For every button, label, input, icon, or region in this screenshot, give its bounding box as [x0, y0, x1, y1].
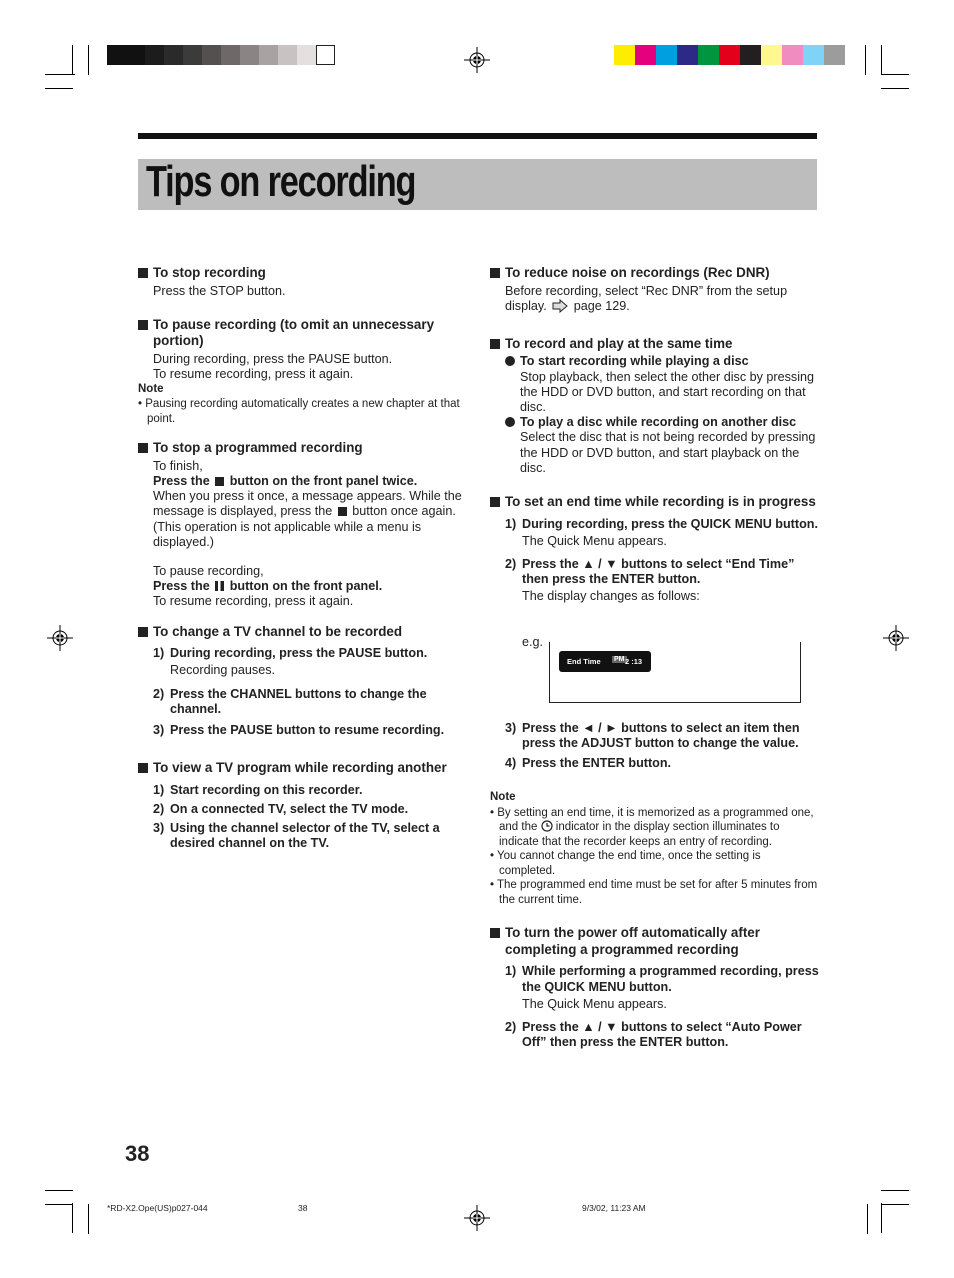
- numbered-step: 4) Press the ENTER button.: [505, 756, 672, 771]
- color-swatch: [782, 45, 803, 65]
- body-text: display. page 129.: [505, 298, 630, 313]
- color-swatch: [677, 45, 698, 65]
- note-heading: Note: [490, 790, 516, 803]
- numbered-step: 3) Using the channel selector of the TV, select a desired channel on the TV.: [153, 821, 440, 851]
- section-heading: To turn the power off automatically after completing a programmed recording: [490, 925, 820, 958]
- color-swatch: [278, 45, 297, 65]
- body-text: Before recording, select “Rec DNR” from the setup: [505, 283, 788, 298]
- left-column: [138, 265, 463, 851]
- body-text: When you press it once, a message appears. While the message is displayed, press the button once again.: [153, 489, 462, 519]
- numbered-step: 2) Press the CHANNEL buttons to change the channel.: [153, 686, 427, 716]
- color-swatch: [761, 45, 782, 65]
- page-number: 38: [125, 1141, 150, 1166]
- note-heading: Note: [138, 383, 164, 396]
- body-text: During recording, press the PAUSE button.: [153, 351, 393, 366]
- section-heading: To pause recording (to omit an unnecessary portion): [138, 317, 463, 350]
- instruction-text: Press the button on the front panel twice.: [153, 474, 418, 489]
- stop-button-icon: [215, 477, 224, 486]
- body-text: To resume recording, press it again.: [153, 366, 354, 381]
- note-item: • Pausing recording automatically creates a new chapter at that point.: [138, 398, 460, 425]
- color-swatch: [240, 45, 259, 65]
- numbered-step: 1) During recording, press the QUICK MENU button.: [505, 516, 818, 531]
- color-swatch: [297, 45, 316, 65]
- pause-button-icon: [215, 581, 224, 591]
- color-swatch: [698, 45, 719, 65]
- note-item: • The programmed end time must be set for after 5 minutes from the current time.: [490, 879, 818, 906]
- numbered-step: 1) During recording, press the PAUSE button.: [153, 646, 428, 661]
- section-heading: To set an end time while recording is in progress: [490, 494, 820, 511]
- color-swatch: [614, 45, 635, 65]
- color-swatch: [259, 45, 278, 65]
- color-swatch: [107, 45, 126, 65]
- color-swatch: [183, 45, 202, 65]
- square-bullet-icon: [138, 443, 148, 453]
- color-swatch: [824, 45, 845, 65]
- example-label: e.g.: [522, 635, 544, 649]
- round-bullet-icon: [505, 417, 515, 427]
- display-label: End Time: [567, 657, 601, 666]
- color-swatch: [803, 45, 824, 65]
- instruction-text: Press the button on the front panel.: [153, 579, 383, 594]
- numbered-step: 1) Start recording on this recorder.: [153, 782, 363, 797]
- body-text: To pause recording,: [153, 564, 264, 579]
- numbered-step: 1) While performing a programmed recording, press the QUICK MENU button.: [505, 964, 819, 994]
- numbered-step: 3) Press the ◄ / ► buttons to select an item then press the ADJUST button to change the value.: [505, 721, 800, 751]
- registration-mark-icon: [464, 47, 490, 73]
- color-swatch: [145, 45, 164, 65]
- note-item: • You cannot change the end time, once the setting is completed.: [490, 850, 761, 877]
- title-rule: [138, 133, 817, 139]
- square-bullet-icon: [490, 339, 500, 349]
- registration-mark-icon: [464, 1205, 490, 1231]
- section-heading: To stop recording: [138, 265, 463, 282]
- note-item: • By setting an end time, it is memorized as a programmed one, and the indicator in the display section illuminates to indicate that the recorder keeps an entry of recording.: [490, 806, 814, 848]
- registration-mark-icon: [47, 625, 73, 651]
- color-swatch: [656, 45, 677, 65]
- square-bullet-icon: [490, 268, 500, 278]
- footer-date: 9/3/02, 11:23 AM: [582, 1203, 646, 1213]
- display-time: 2 :13: [625, 657, 643, 666]
- round-bullet-icon: [505, 356, 515, 366]
- square-bullet-icon: [490, 497, 500, 507]
- sub-heading: To play a disc while recording on another disc: [490, 415, 820, 430]
- end-time-display: [559, 651, 651, 672]
- square-bullet-icon: [490, 928, 500, 938]
- stop-button-icon: [338, 507, 347, 516]
- numbered-step: 2) Press the ▲ / ▼ buttons to select “End Time” then press the ENTER button.: [505, 556, 795, 587]
- body-text: To resume recording, press it again.: [153, 594, 354, 609]
- display-pm: PM: [614, 656, 625, 663]
- sub-heading: To start recording while playing a disc: [490, 354, 820, 369]
- step-result: The Quick Menu appears.: [522, 996, 667, 1011]
- color-swatch: [635, 45, 656, 65]
- page-title: Tips on recording: [146, 157, 416, 206]
- page-reference-arrow-icon: [552, 299, 568, 313]
- section-heading: To stop a programmed recording: [138, 440, 463, 457]
- body-text: (This operation is not applicable while a menu is displayed.): [153, 519, 422, 549]
- body-text: Select the disc that is not being recorded by pressing the HDD or DVD button, and start playback on the disc.: [520, 430, 816, 475]
- color-swatch: [126, 45, 145, 65]
- right-column-lower: [490, 721, 820, 1050]
- body-text: Stop playback, then select the other disc by pressing the HDD or DVD button, and start recording on that disc.: [520, 369, 815, 415]
- clock-icon: [541, 820, 553, 832]
- numbered-step: 2) Press the ▲ / ▼ buttons to select “Auto Power Off” then press the ENTER button.: [505, 1019, 802, 1050]
- color-swatch: [316, 45, 335, 65]
- color-swatch: [719, 45, 740, 65]
- registration-mark-icon: [883, 625, 909, 651]
- color-swatch: [221, 45, 240, 65]
- square-bullet-icon: [138, 763, 148, 773]
- body-text: To finish,: [153, 458, 203, 473]
- footer-page: 38: [298, 1203, 308, 1213]
- right-column: [490, 265, 820, 605]
- step-result: The display changes as follows:: [522, 589, 700, 604]
- step-result: The Quick Menu appears.: [522, 533, 667, 548]
- section-heading: To change a TV channel to be recorded: [138, 624, 463, 641]
- color-swatch: [202, 45, 221, 65]
- section-heading: To reduce noise on recordings (Rec DNR): [490, 265, 820, 282]
- color-swatch: [740, 45, 761, 65]
- numbered-step: 2) On a connected TV, select the TV mode.: [153, 801, 409, 816]
- footer-filename: *RD-X2.Ope(US)p027-044: [107, 1203, 208, 1213]
- body-text: Press the STOP button.: [153, 283, 286, 298]
- numbered-step: 3) Press the PAUSE button to resume recording.: [153, 722, 445, 737]
- square-bullet-icon: [138, 268, 148, 278]
- square-bullet-icon: [138, 320, 148, 330]
- square-bullet-icon: [138, 627, 148, 637]
- section-heading: To record and play at the same time: [490, 336, 820, 353]
- color-swatch: [164, 45, 183, 65]
- section-heading: To view a TV program while recording another: [138, 760, 463, 777]
- step-result: Recording pauses.: [170, 663, 276, 678]
